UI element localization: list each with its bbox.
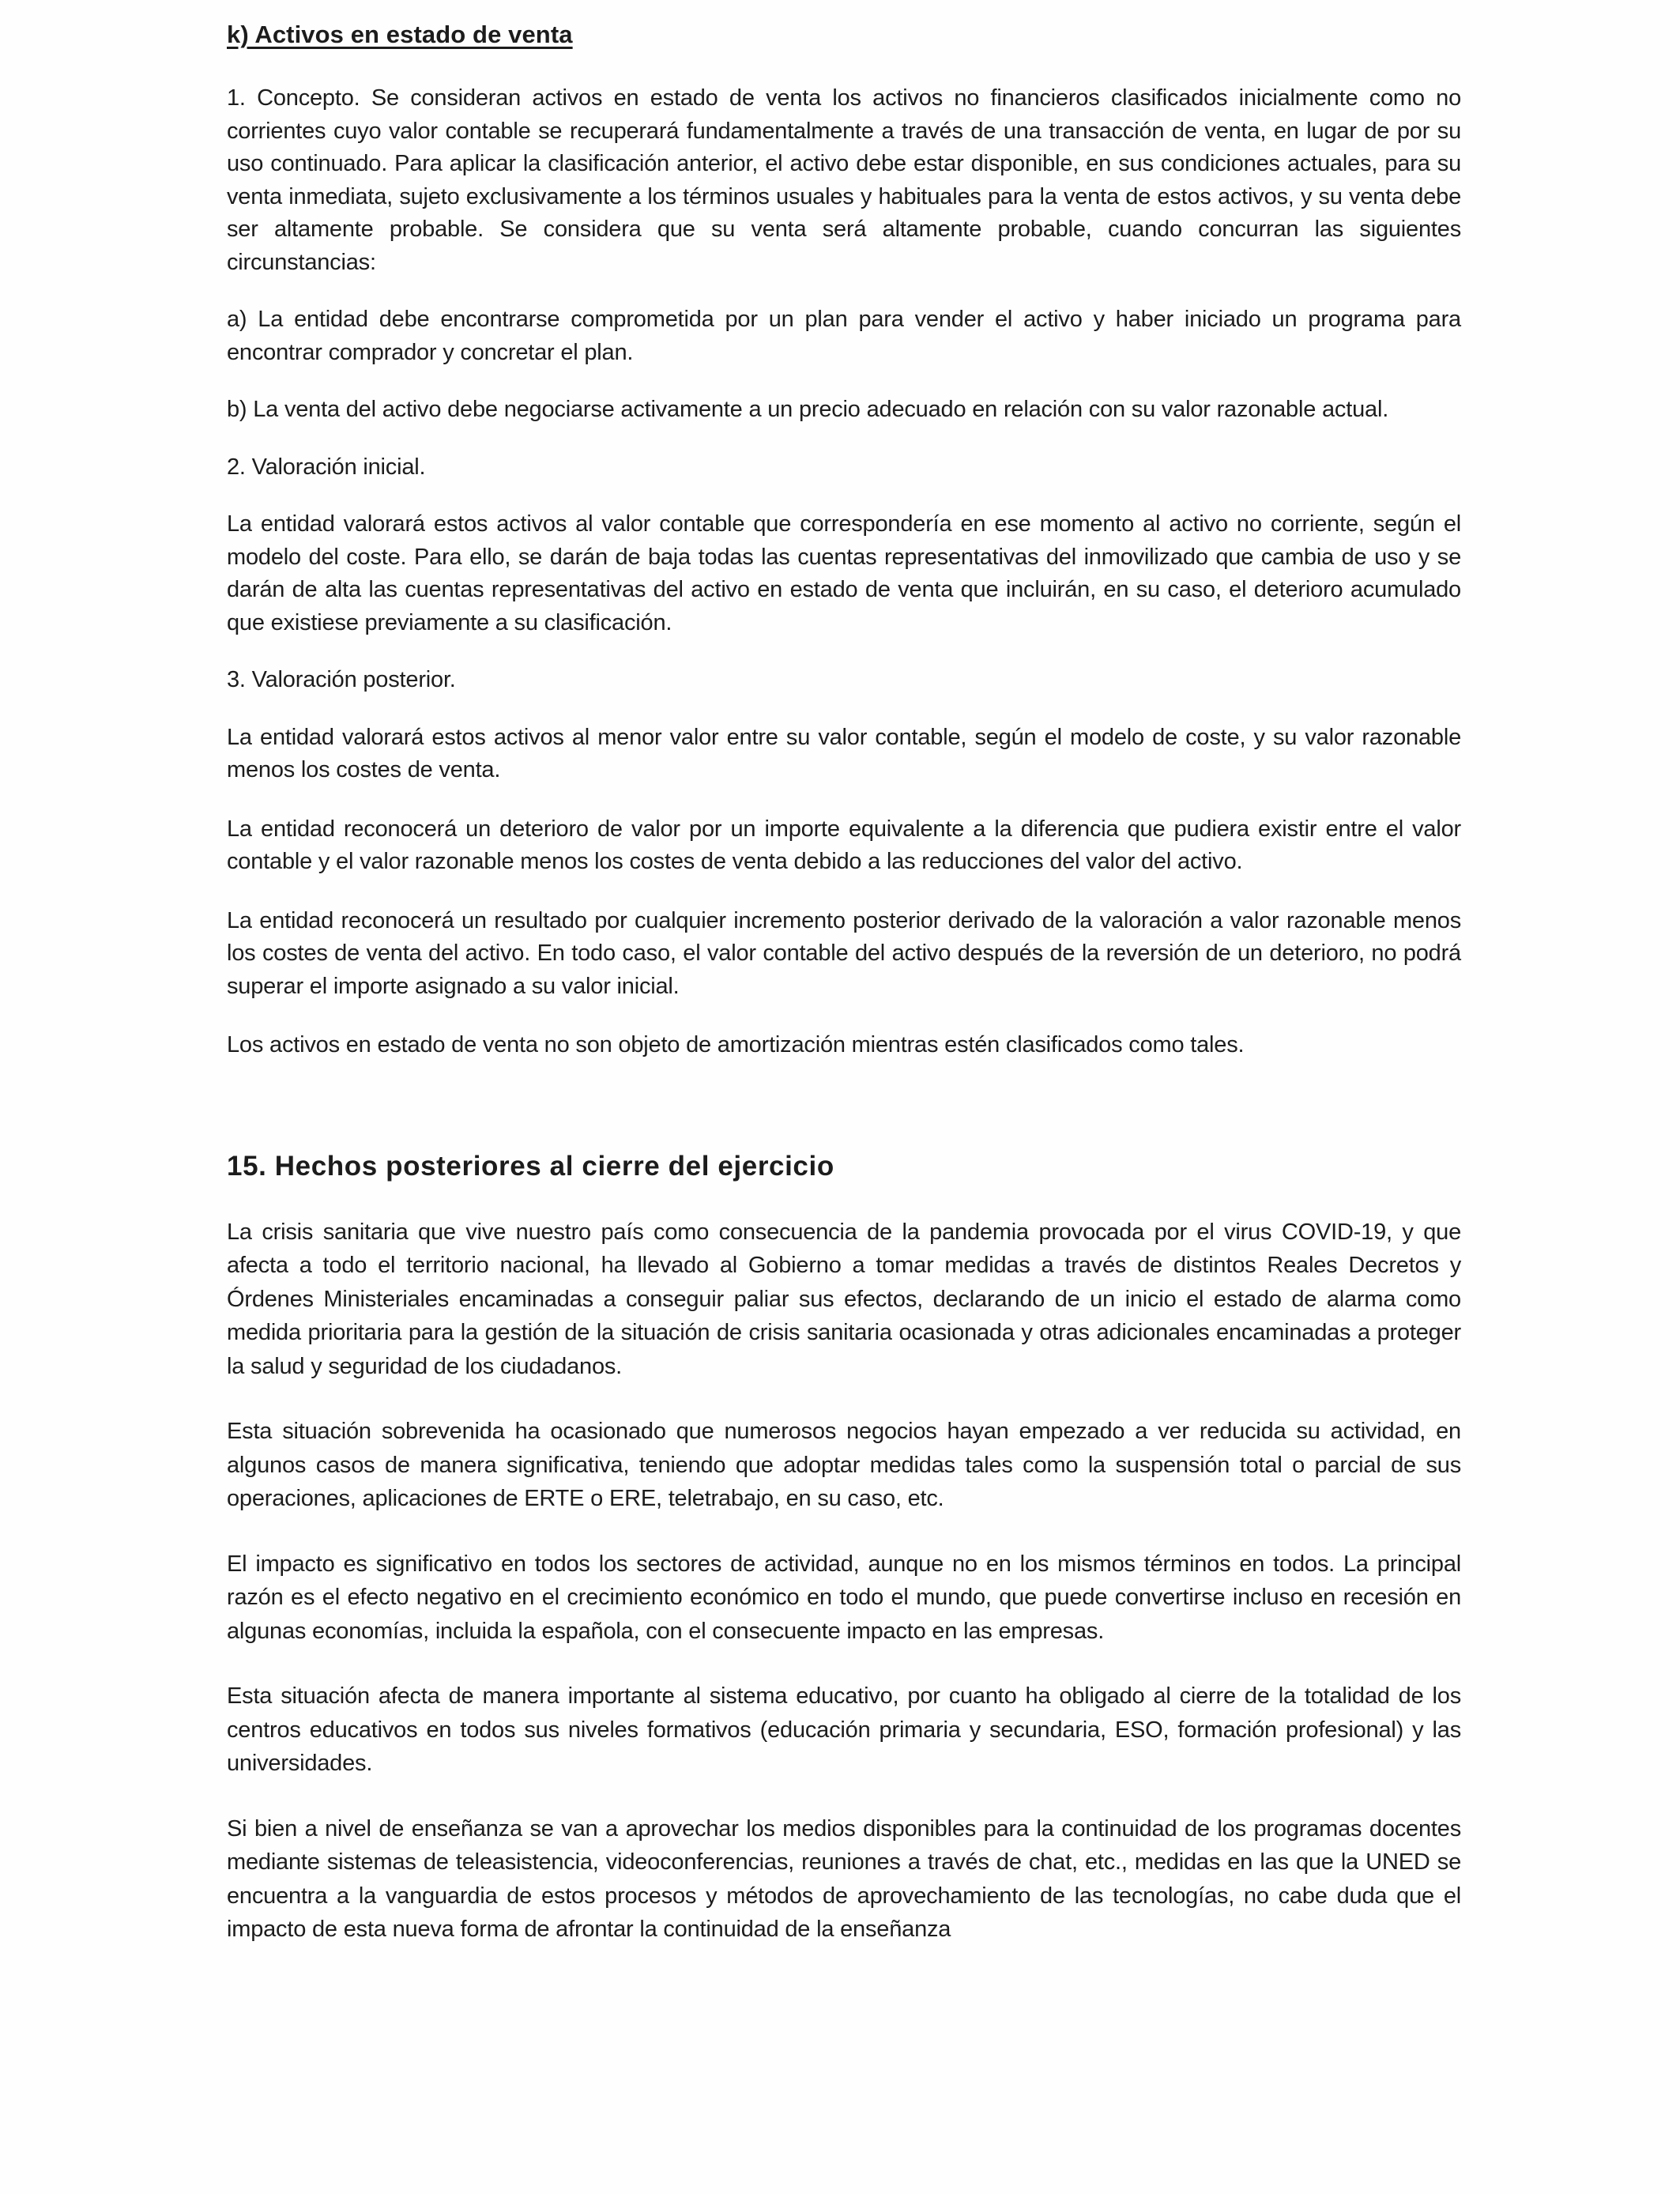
subsequent-valuation-paragraph-2: La entidad reconocerá un deterioro de valor por un importe equivalente a la diferencia que pudiera existir entre el valor contable y el valor razonable menos los costes de venta debido a las reducciones del valor del activo. (227, 816, 1461, 874)
subsequent-valuation-paragraph-1: La entidad valorará estos activos al menor valor entre su valor contable, según el modelo de coste, y su valor razonable menos los costes de venta. (227, 724, 1461, 782)
condition-a-paragraph: a) La entidad debe encontrarse comprometida por un plan para vender el activo y haber iniciado un programa para encontrar comprador y concretar el plan. (227, 307, 1461, 365)
education-impact-paragraph: Esta situación afecta de manera importante al sistema educativo, por cuanto ha obligado al cierre de la totalidad de los centros educativos en todos sus niveles formativos (educación primaria y secundaria, ESO, formación profesional) y las universidades. (227, 1683, 1461, 1776)
section-k (227, 17, 1461, 1062)
concept-paragraph: 1. Concepto. Se consideran activos en estado de venta los activos no financieros clasificados inicialmente como no corrientes cuyo valor contable se recuperará fundamentalmente a través de una transacción de venta, en lugar de por su uso continuado. Para aplicar la clasificación anterior, el activo debe estar disponible, en sus condiciones actuales, para su venta inmediata, sujeto exclusivamente a los términos usuales y habituales para la venta de estos activos, y su venta debe ser altamente probable. Se considera que su venta será altamente probable, cuando concurran las siguientes circunstancias: (227, 85, 1461, 275)
section-k-heading: k) Activos en estado de venta (227, 21, 573, 48)
subsequent-valuation-heading: 3. Valoración posterior. (227, 667, 456, 692)
initial-valuation-paragraph: La entidad valorará estos activos al valor contable que correspondería en ese momento al activo no corriente, según el modelo del coste. Para ello, se darán de baja todas las cuentas representativas del inmovilizado que cambia de uso y se darán de alta las cuentas representativas del activo en estado de venta que incluirán, en su caso, el deterioro acumulado que existiese previamente a su clasificación. (227, 511, 1461, 635)
covid-paragraph: La crisis sanitaria que vive nuestro país como consecuencia de la pandemia provocada por el virus COVID-19, y que afecta a todo el territorio nacional, ha llevado al Gobierno a tomar medidas a través de distintos Reales Decretos y Órdenes Ministeriales encaminadas a conseguir paliar sus efectos, declarando de un inicio el estado de alarma como medida prioritaria para la gestión de la situación de crisis sanitaria ocasionada y otras adicionales encaminadas a proteger la salud y seguridad de los ciudadanos. (227, 1219, 1461, 1379)
amortization-paragraph: Los activos en estado de venta no son objeto de amortización mientras estén clasificados como tales. (227, 1032, 1245, 1057)
page-content (227, 17, 1461, 1947)
business-impact-paragraph: Esta situación sobrevenida ha ocasionado que numerosos negocios hayan empezado a ver reducida su actividad, en algunos casos de manera significativa, teniendo que adoptar medidas tales como la suspensión total o parcial de sus operaciones, aplicaciones de ERTE o ERE, teletrabajo, en su caso, etc. (227, 1419, 1461, 1511)
subsequent-valuation-paragraph-3: La entidad reconocerá un resultado por cualquier incremento posterior derivado de la valoración a valor razonable menos los costes de venta del activo. En todo caso, el valor contable del activo después de la reversión de un deterioro, no podrá superar el importe asignado a su valor inicial. (227, 907, 1461, 999)
condition-b-paragraph: b) La venta del activo debe negociarse activamente a un precio adecuado en relación con su valor razonable actual. (227, 397, 1389, 422)
section-15 (227, 1149, 1461, 1947)
economic-impact-paragraph: El impacto es significativo en todos los sectores de actividad, aunque no en los mismos términos en todos. La principal razón es el efecto negativo en el crecimiento económico en todo el mundo, que puede convertirse incluso en recesión en algunas economías, incluida la española, con el consecuente impacto en las empresas. (227, 1551, 1461, 1644)
uned-paragraph: Si bien a nivel de enseñanza se van a aprovechar los medios disponibles para la continuidad de los programas docentes mediante sistemas de teleasistencia, videoconferencias, reuniones a través de chat, etc., medidas en las que la UNED se encuentra a la vanguardia de estos procesos y métodos de aprovechamiento de las tecnologías, no cabe duda que el impacto de esta nueva forma de afrontar la continuidad de la enseñanza (227, 1815, 1461, 1942)
section-15-heading: 15. Hechos posteriores al cierre del ejercicio (227, 1150, 834, 1182)
initial-valuation-heading: 2. Valoración inicial. (227, 454, 426, 480)
